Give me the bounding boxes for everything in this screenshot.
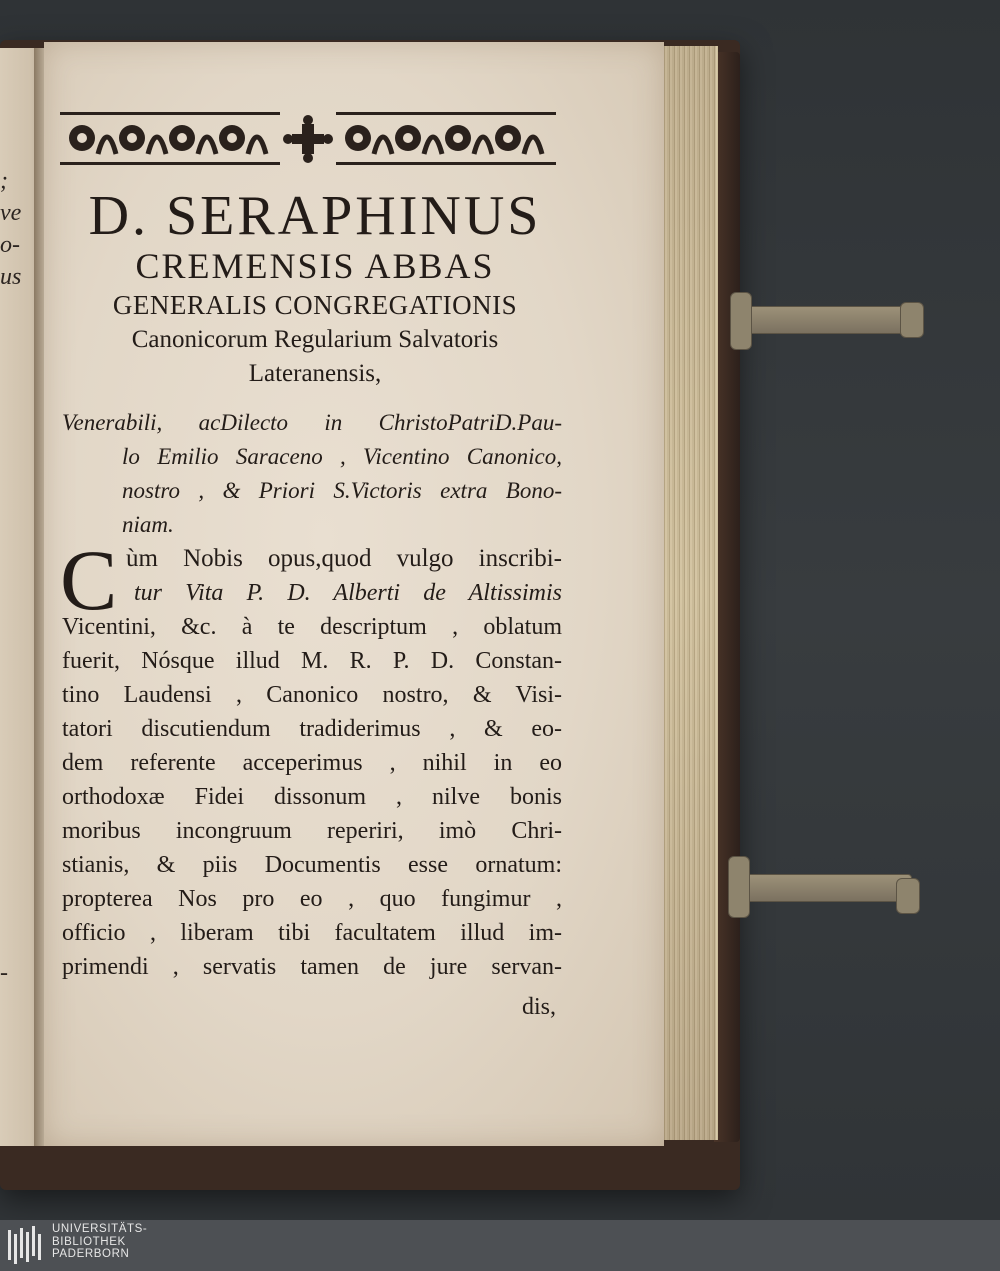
library-name-line2: BIBLIOTHEK [52, 1235, 126, 1248]
title-canonicorum: Canonicorum Regularium Salvatoris [131, 326, 499, 353]
upper-clasp [734, 306, 916, 334]
left-fragment: ve [0, 200, 22, 226]
body-line: Vicentini, &c. à te descriptum , oblatum [62, 614, 562, 640]
body-line: moribus incongruum reperiri, imò Chri- [62, 818, 562, 844]
body-line: fuerit, Nósque illud M. R. P. D. Constan- [62, 648, 562, 674]
body-line: dem referente acceperimus , nihil in eo [62, 750, 562, 776]
title-name: D. SERAPHINUS [88, 185, 542, 247]
left-fragment: - [0, 960, 8, 986]
drop-cap: C [60, 532, 118, 628]
floral-ornament-right [336, 112, 556, 165]
body-line: tatori discutiendum tradiderimus , & eo- [62, 716, 562, 742]
title-congregation: GENERALIS CONGREGATIONIS [112, 290, 518, 320]
lower-clasp [734, 874, 912, 902]
left-fragment: ; [0, 168, 8, 194]
ornament-band [60, 106, 556, 170]
address-line: Venerabili, acDilecto in ChristoPatriD.Pau- [62, 410, 562, 435]
address-line: lo Emilio Saraceno , Vicentino Canonico, [122, 444, 562, 469]
body-line: tur Vita P. D. Alberti de Altissimis [134, 580, 562, 606]
library-name-line3: PADERBORN [52, 1248, 130, 1260]
upper-clasp-hinge [730, 292, 752, 350]
lower-clasp-hinge [728, 856, 750, 918]
cross-icon [283, 115, 333, 163]
body-line: stianis, & piis Documentis esse ornatum: [62, 852, 562, 878]
left-fragment: o- [0, 232, 20, 258]
page-edges-shade [660, 46, 716, 1140]
body-line: officio , liberam tibi facultatem illud im- [62, 920, 562, 946]
university-library-logo-icon [8, 1226, 44, 1264]
library-name-line1: UNIVERSITÄTS- [52, 1223, 148, 1235]
body-line: tino Laudensi , Canonico nostro, & Visi- [62, 682, 562, 708]
left-fragment: us [0, 264, 22, 290]
library-name [52, 1223, 147, 1261]
floral-ornament-left [60, 112, 280, 165]
body-line: primendi , servatis tamen de jure servan- [62, 954, 562, 980]
title-abbas: CREMENSIS ABBAS [135, 246, 495, 286]
body-line: ùm Nobis opus,quod vulgo inscribi- [126, 545, 562, 572]
body-line: orthodoxæ Fidei dissonum , nilve bonis [62, 784, 562, 810]
catchword: dis, [522, 994, 557, 1020]
address-line: nostro , & Priori S.Victoris extra Bono- [122, 478, 562, 503]
address-line: niam. [122, 512, 174, 537]
footer-bar [0, 1220, 1000, 1271]
title-lateranensis: Lateranensis, [248, 360, 382, 387]
lower-clasp-end [896, 878, 920, 914]
upper-clasp-end [900, 302, 924, 338]
body-line: propterea Nos pro eo , quo fungimur , [62, 886, 562, 912]
